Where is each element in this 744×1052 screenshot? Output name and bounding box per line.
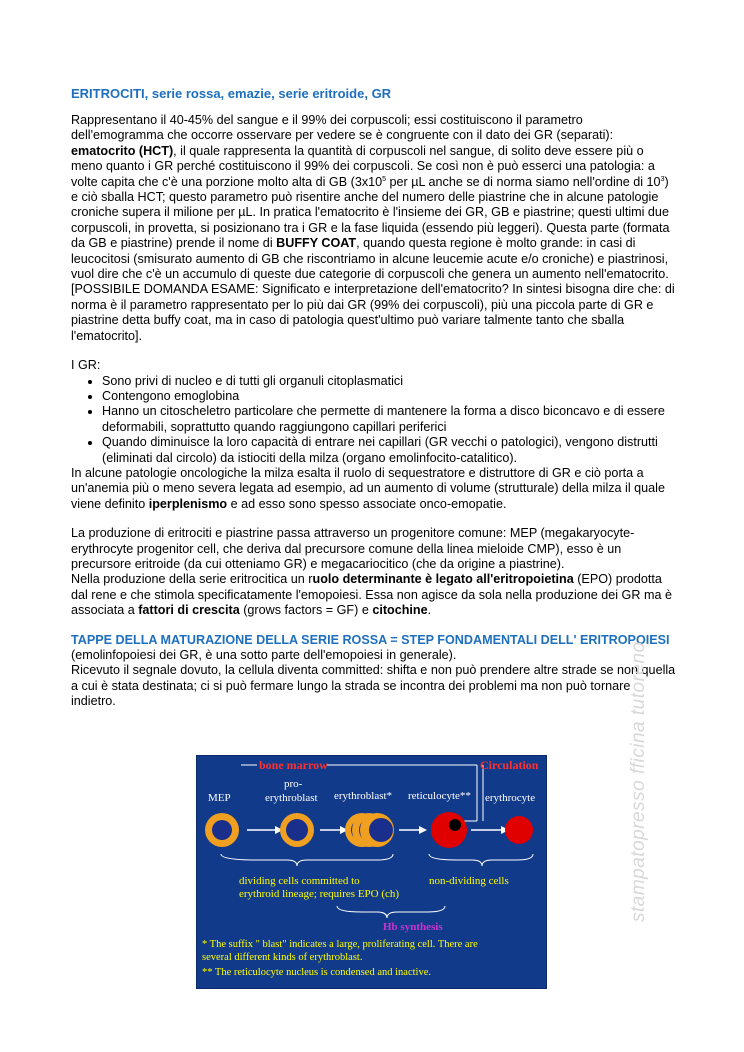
label-pro: pro-	[284, 778, 303, 790]
label-proerythroblast: erythroblast	[265, 792, 318, 804]
list-item: • Sono privi di nucleo e di tutti gli organuli citoplasmatici	[102, 374, 676, 389]
label-nondividing: non-dividing cells	[429, 875, 509, 887]
cell-proerythroblast-nucleus	[286, 819, 308, 841]
bold-term-buffy-coat: BUFFY COAT	[276, 236, 357, 251]
text: e ad esso sono spesso associate onco-emopatie.	[227, 496, 507, 511]
label-bone-marrow: bone marrow	[259, 758, 328, 772]
label-erythrocyte: erythrocyte	[485, 792, 536, 804]
document-body	[71, 86, 676, 710]
bold-term-fattori: fattori di crescita	[138, 603, 240, 618]
gr-intro: I GR:	[71, 358, 101, 373]
footnote-2: ** The reticulocyte nucleus is condensed and inactive.	[202, 967, 431, 978]
paragraph-epo	[71, 572, 676, 618]
cell-reticulocyte	[431, 812, 467, 848]
cell-reticulocyte-nucleus	[449, 819, 461, 831]
heading-tappe: TAPPE DELLA MATURAZIONE DELLA SERIE ROSSA = STEP FONDAMENTALI DELL' ERITROPOIESI	[71, 632, 670, 647]
text: per µL anche se di norma siamo nell'ordine di 10	[386, 174, 661, 189]
bold-term-iperplenismo: iperplenismo	[148, 496, 228, 511]
cell-erythrocyte	[505, 816, 533, 844]
gr-list	[71, 374, 676, 466]
paragraph-committed: Ricevuto il segnale dovuto, la cellula diventa committed: shifta e non può prendere altre strade se non quella a cui è stata destinata; ci si può fermare lungo la strada se incontra dei problemi ma non può tornare indietro.	[71, 663, 676, 709]
text: (grows factors = GF) e	[239, 603, 373, 618]
watermark: stampatopresso fficina tutoreno	[628, 641, 649, 922]
heading-eritrociti: ERITROCITI, serie rossa, emazie, serie eritroide, GR	[71, 86, 392, 101]
label-reticulocyte: reticulocyte**	[408, 790, 471, 802]
diagram-svg	[197, 756, 546, 988]
brace-nondividing	[429, 854, 533, 866]
bold-term-ematocrito: ematocrito (HCT)	[71, 143, 174, 158]
bold-term-eritropoietina: uolo determinante è legato all'eritropoietina	[312, 572, 574, 587]
label-dividing-2: erythroid lineage; requires EPO (ch)	[239, 888, 400, 900]
superscript: 3	[660, 175, 665, 183]
paragraph-mep: La produzione di eritrociti e piastrine passa attraverso un progenitore comune: MEP (megakaryocyte-erythrocyte progenitor cell, che deriva dal precursore comune della linea mieloide CMP), esso è un precursore eritroide (da cui otteniamo GR) e megacariocitico (che da origine a piastrine).	[71, 526, 635, 571]
label-dividing-1: dividing cells committed to	[239, 875, 360, 887]
text: (emolinfopoiesi dei GR, è una sotto parte dell'emopoiesi in generale).	[71, 648, 457, 662]
paragraph-ematocrito	[71, 113, 676, 344]
superscript: 5	[382, 175, 387, 183]
footnote-1a: * The suffix " blast" indicates a large, proliferating cell. There are	[202, 939, 478, 950]
text: .	[427, 603, 432, 618]
list-item: • Quando diminuisce la loro capacità di entrare nei capillari (GR vecchi o patologici), vengono distrutti (eliminati dal circolo) da istiociti della milza (organo emolinfocito-catalitico).	[102, 435, 676, 466]
brace-dividing	[221, 854, 393, 866]
text: Rappresentano il 40-45% del sangue e il 99% dei corpuscoli; essi costituiscono il parametro dell'emogramma che occorre osservare per vedere se è congruente con il dato dei GR (separati):	[71, 113, 614, 143]
arrowhead	[419, 826, 427, 834]
label-erythroblast: erythroblast*	[334, 790, 393, 802]
list-item: • Hanno un citoscheletro particolare che permette di mantenere la forma a disco biconcavo e di essere deformabili, soprattutto quando raggiungono capillari periferici	[102, 404, 676, 435]
text: Nella produzione della serie eritrocitica un r	[71, 572, 313, 587]
cell-mep-nucleus	[212, 820, 232, 840]
text: In alcune patologie oncologiche la milza esalta il ruolo di sequestratore e distruttore di GR e ciò porta a un'anemia più o meno severa legata ad esempio, ad un aumento di volume (strutturale) della milza il quale viene definito	[71, 465, 665, 511]
text: ) e ciò sballa HCT; questo parametro può risentire anche del numero delle piastrine che in alcune patologie croniche supera il milione per µL. In pratica l'ematocrito è l'insieme dei GR, GB e piastrine; questi ultimi due corpuscoli, in provetta, si posizionano tra i GR e la fase liquida (essendo più leggeri). Questa parte (formata da GB e piastrine) prende il nome di	[71, 174, 670, 251]
label-mep: MEP	[208, 792, 231, 804]
text: , il quale rappresenta la quantità di corpuscoli nel sangue, di solito deve essere più o meno quanto i GR perché costituiscono il 99% dei corpuscoli. Se così non è può esserci una patologia: a volte capita che c'è una porzione molto alta di GB (3x10	[71, 143, 655, 189]
footnote-1b: several different kinds of erythroblast.	[202, 952, 363, 963]
label-circulation: Circulation	[480, 758, 539, 772]
bold-term-citochine: citochine	[372, 603, 428, 618]
paragraph-milza	[71, 466, 676, 512]
brace-hb	[337, 906, 445, 918]
erythropoiesis-diagram	[197, 756, 546, 988]
text: (EPO) prodotta dal rene e che stimola specificatamente l'emopoiesi. Essa non agisce da sola nella produzione dei GR ma è associata a	[71, 572, 672, 618]
list-item: • Contengono emoglobina	[102, 389, 676, 404]
cell-erythroblast-nucleus	[369, 818, 393, 842]
paragraph-tappe	[71, 633, 676, 664]
label-hb-synthesis: Hb synthesis	[383, 921, 443, 933]
text: , quando questa regione è molto grande: in casi di leucocitosi (smisurato aumento di GB che riscontriamo in alcune leucemie acute e/o croniche) e piastrinosi, vuol dire che c'è un accumulo di queste due categorie di corpuscoli che genera un aumento nell'ematocrito. [POSSIBILE DOMANDA ESAME: Significato e interpretazione dell'ematocrito? In sintesi bisogna dire che: di norma è il parametro rappresentato per lo più dai GR (99% dei corpuscoli), più una piccola parte di GR e piastrine detta buffy coat, ma in caso di patologia quest'ultimo può variare talmente tanto che sballa l'ematocrito].	[71, 236, 675, 343]
